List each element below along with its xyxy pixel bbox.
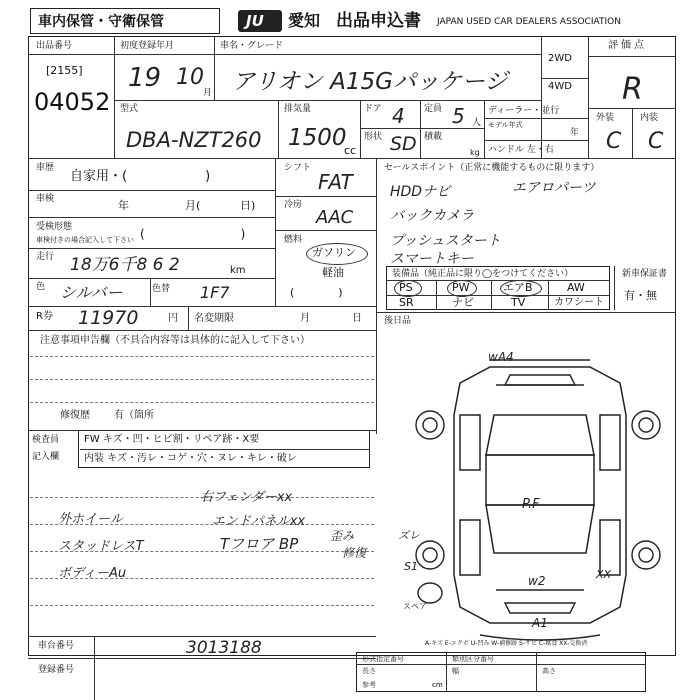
score-value: R <box>622 72 643 107</box>
ac-value: AAC <box>316 207 354 228</box>
diagram-mark-s1: S1 <box>404 560 418 573</box>
insurance-note: 車検付きの場合記入して下さい <box>36 236 134 244</box>
equip-pw: PW <box>452 281 470 294</box>
fuel-paren: ( ) <box>290 286 343 299</box>
lot-small-number: [2155] <box>46 64 83 77</box>
org-name: 愛知 <box>288 11 321 30</box>
width-label: 幅 <box>452 667 459 675</box>
handle-label: ハンドル 左・右 <box>488 145 554 155</box>
drive-2wd: 2WD <box>548 53 572 64</box>
registration-month: 10 <box>176 65 204 90</box>
circle-ps <box>394 280 422 297</box>
year-unit: 年 <box>570 128 580 138</box>
sales-point-4: プッシュスタート <box>390 233 501 249</box>
displacement-label: 排気量 <box>284 104 312 114</box>
reference-label: 参考 <box>362 681 376 689</box>
door-count: 4 <box>392 104 405 128</box>
color-value: シルバー <box>60 283 123 302</box>
fuel-gasoline: ガソリン <box>312 246 356 259</box>
car-damage-diagram <box>400 345 676 645</box>
displacement-unit: cc <box>344 144 357 157</box>
comment-left-1: 外ホイール <box>58 512 123 527</box>
form-subtitle: JAPAN USED CAR DEALERS ASSOCIATION <box>437 17 621 27</box>
length-label: 長さ <box>362 667 376 675</box>
notes-label: 注意事項申告欄（不具合内容等は具体的に記入して下さい） <box>40 335 310 346</box>
equip-aw: AW <box>567 281 585 294</box>
model-code-label: 型式 <box>120 104 139 114</box>
comment-right-1: 右フェンダーxx <box>200 490 293 505</box>
name-change-label: 名変期限 <box>194 313 234 324</box>
first-registration-label: 初度登録年月 <box>120 41 175 51</box>
after-items-label: 後日品 <box>384 316 412 326</box>
logo-text: JU <box>246 12 264 30</box>
seat-unit: 人 <box>472 118 482 128</box>
interior-grade: C <box>648 129 664 154</box>
inspection-month-unit: 月( <box>185 199 201 212</box>
inspection-fw-line: FW キズ・凹・ヒビ割・リペア跡・X要 <box>84 434 260 445</box>
fuel-label: 燃料 <box>284 235 303 245</box>
insurance-label: 受検形態 <box>36 222 73 232</box>
fuel-diesel: 軽油 <box>322 266 344 279</box>
diagram-mark-a1: A1 <box>532 616 548 630</box>
comment-right-4: 歪み <box>330 529 355 543</box>
drive-4wd: 4WD <box>548 81 572 92</box>
storage-tag-label: 車内保管・守衛保管 <box>38 14 164 30</box>
name-change-month: 月 <box>300 313 310 324</box>
sales-point-1: HDDナビ <box>390 184 451 200</box>
equip-sr: SR <box>399 296 414 309</box>
lot-number-label: 出品番号 <box>36 41 73 51</box>
comment-right-3: Tフロア BP <box>220 535 299 553</box>
exterior-grade: C <box>606 129 622 154</box>
sales-point-2: エアロパーツ <box>512 180 596 196</box>
mileage-value: 18万6千8 6 2 <box>70 255 180 275</box>
exterior-label: 外装 <box>596 113 615 123</box>
model-year-label: モデル年式 <box>488 121 523 129</box>
color-code: 1F7 <box>200 283 230 302</box>
circle-pw <box>447 280 477 297</box>
car-name-grade: アリオン A15Gパッケージ <box>232 69 508 95</box>
comment-right-2: エンドパネルxx <box>212 514 306 529</box>
insurance-paren: ( ) <box>140 227 246 241</box>
lot-number: 04052 <box>34 88 111 116</box>
seat-count: 5 <box>452 104 465 128</box>
ac-label: 冷房 <box>284 200 303 210</box>
color-label: 色 <box>36 282 46 292</box>
equip-tv: TV <box>511 296 526 309</box>
door-label: ドア <box>364 104 382 114</box>
diagram-mark-w2: w2 <box>528 574 546 588</box>
mileage-unit: km <box>230 265 246 276</box>
sales-point-3: バックカメラ <box>390 208 474 224</box>
mileage-label: 走行 <box>36 252 55 262</box>
shift-label: シフト <box>284 163 312 173</box>
circle-airbag <box>500 280 542 297</box>
color-code-label: 色替 <box>152 284 171 294</box>
inspection-year-unit: 年 <box>118 199 129 212</box>
load-unit: kg <box>470 148 480 157</box>
history-label: 車歴 <box>36 163 55 173</box>
class-number-label: 類別区分番号 <box>452 655 494 663</box>
diagram-mark-pf: P.F <box>522 497 540 512</box>
chassis-number: 3013188 <box>186 638 262 658</box>
model-code: DBA-NZT260 <box>126 128 262 152</box>
cm-unit: cm <box>432 681 443 689</box>
shift-value: FAT <box>318 170 353 194</box>
inspector-label: 検査員 <box>32 435 60 445</box>
spare-tire-label: スペア <box>403 602 427 611</box>
repair-history-value: 有（箇所 <box>114 410 154 421</box>
sales-points-label: セールスポイント（正常に機能するものに限ります） <box>384 163 600 173</box>
fuel-gasoline-circle <box>306 243 368 265</box>
equip-airbag: エアB <box>503 281 533 294</box>
interior-label: 内装 <box>640 113 659 123</box>
car-name-label: 車名・グレード <box>220 41 284 51</box>
diagram-mark-zure: ズレ <box>398 529 420 542</box>
history-value: 自家用・( ) <box>70 169 211 184</box>
recycle-value: 11970 <box>78 307 139 329</box>
type-cert-label: 形式指定番号 <box>362 655 404 663</box>
repair-history-label: 修復歴 <box>60 410 90 421</box>
inspection-day-unit: 日) <box>240 199 256 212</box>
shape-label: 形状 <box>364 132 383 142</box>
diagram-mark-wa4: wA4 <box>488 350 514 364</box>
equip-leather: カワシート <box>554 297 604 308</box>
name-change-day: 日 <box>352 313 362 324</box>
height-label: 高さ <box>542 667 556 675</box>
comment-right-5: 修復 <box>342 546 367 560</box>
warranty-label: 新車保証書 <box>622 269 668 279</box>
recycle-unit: 円 <box>168 313 178 324</box>
body-shape: SD <box>390 133 417 155</box>
equip-ps: PS <box>399 281 413 294</box>
registration-year: 19 <box>128 63 162 93</box>
chassis-number-label: 車台番号 <box>38 641 75 651</box>
equipment-label: 装備品（純正品に限り◯をつけてください） <box>392 269 574 279</box>
comment-left-2: スタッドレスT <box>58 539 144 554</box>
warranty-value: 有・無 <box>624 289 657 302</box>
inspection-in-line: 内装 キズ・汚レ・コゲ・穴・ヌレ・キレ・破レ <box>84 453 297 464</box>
comment-left-3: ボディーAu <box>58 566 127 581</box>
equip-navi: ナビ <box>452 296 474 309</box>
sales-point-5: スマートキー <box>390 251 474 267</box>
recycle-label: R券 <box>36 311 53 322</box>
diagram-mark-xx: XX <box>596 568 612 581</box>
displacement: 1500 <box>288 125 347 151</box>
dealer-label: ディーラー・並行 <box>488 106 560 116</box>
seat-label: 定員 <box>424 104 443 114</box>
form-title: 出品申込書 <box>336 11 421 31</box>
registration-number-label: 登録番号 <box>38 665 75 675</box>
score-label: 評価点 <box>608 40 647 51</box>
damage-legend: A-キズ E-エクボ U-凹み W-補修跡 S-サビ C-腐食 XX-交換済 <box>425 640 588 647</box>
record-label: 記入欄 <box>32 452 60 462</box>
inspection-label: 車検 <box>36 194 55 204</box>
load-label: 積載 <box>424 132 443 142</box>
month-unit: 月 <box>203 88 213 98</box>
